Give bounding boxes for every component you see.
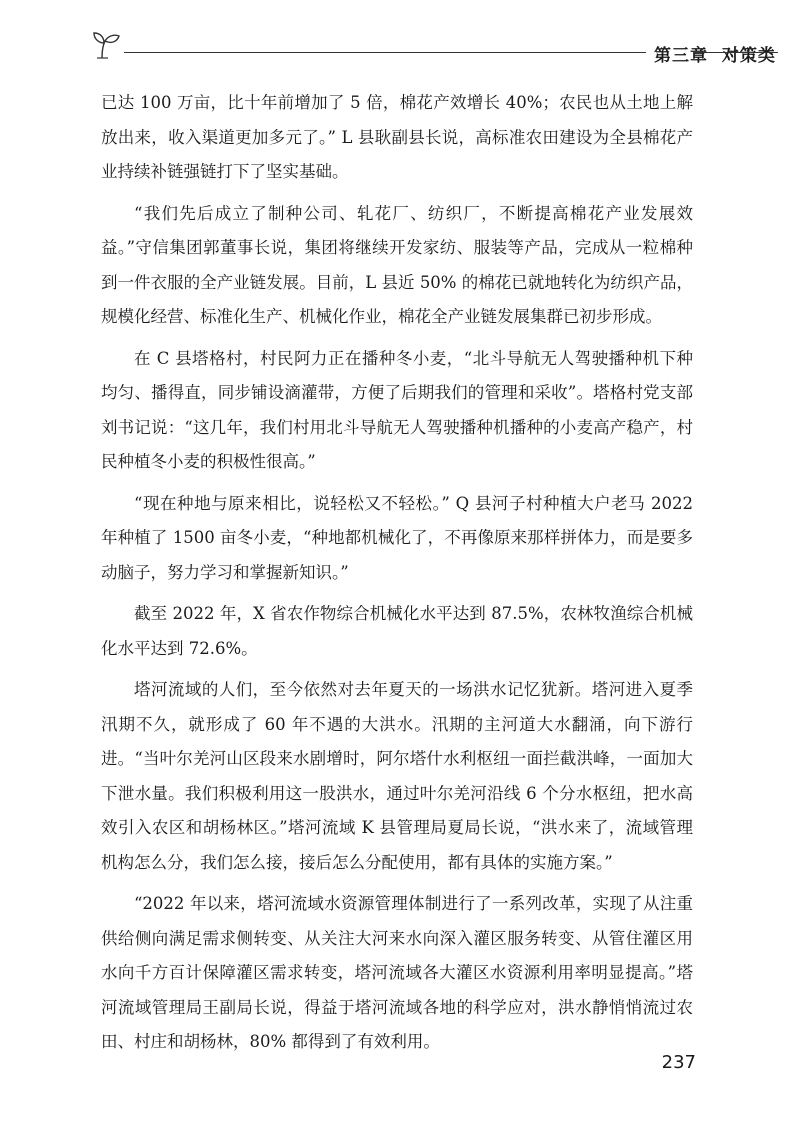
paragraph: “2022 年以来，塔河流域水资源管理体制进行了一系列改革，实现了从注重供给侧向满足需求侧转变、从关注大河来水向深入灌区服务转变、从管住灌区用水向千方百计保障灌区需求转变，塔河流域各大灌区水资源利用率明显提高。”塔河流域管理局王副局长说，得益于塔河流域各地的科学应对，洪水静悄悄流过农田、村庄和胡杨林，80% 都得到了有效利用。 (101, 894, 693, 1051)
header-rule-left (124, 52, 646, 53)
chapter-title (654, 41, 776, 66)
chapter-label: 第三章 (654, 46, 708, 66)
sprout-icon (88, 28, 128, 62)
section-label: 对策类 (721, 46, 776, 66)
body-text (101, 86, 693, 1067)
page-number: 237 (661, 1052, 696, 1073)
paragraph: 塔河流域的人们，至今依然对去年夏天的一场洪水记忆犹新。塔河进入夏季汛期不久，就形成了 60 年不遇的大洪水。汛期的主河道大水翻涌，向下游行进。“当叶尔羌河山区段来水剧增时，阿尔塔什水利枢纽一面拦截洪峰，一面加大下泄水量。我们积极利用这一股洪水，通过叶尔羌河沿线 6 个分水枢纽，把水高效引入农区和胡杨林区。”塔河流域 K 县管理局夏局长说，“洪水来了，流域管理机构怎么分，我们怎么接，接后怎么分配使用，都有具体的实施方案。” (101, 680, 693, 872)
running-header (88, 28, 778, 68)
paragraph: “我们先后成立了制种公司、轧花厂、纺织厂，不断提高棉花产业发展效益。”守信集团郭董事长说，集团将继续开发家纺、服装等产品，完成从一粒棉种到一件衣服的全产业链发展。目前，L 县近 50% 的棉花已就地转化为纺织产品，规模化经营、标准化生产、机械化作业，棉花全产业链发展集群已初步形成。 (101, 203, 693, 326)
paragraph: “现在种地与原来相比，说轻松又不轻松。” Q 县河子村种植大户老马 2022 年种植了 1500 亩冬小麦，“种地都机械化了，不再像原来那样拼体力，而是要多动脑子，努力学习和掌握新知识。” (101, 493, 693, 582)
paragraph: 截至 2022 年，X 省农作物综合机械化水平达到 87.5%，农林牧渔综合机械化水平达到 72.6%。 (101, 604, 693, 658)
header-rule-right (694, 52, 778, 53)
paragraph: 已达 100 万亩，比十年前增加了 5 倍，棉花产效增长 40%；农民也从土地上解放出来，收入渠道更加多元了。” L 县耿副县长说，高标准农田建设为全县棉花产业持续补链强链打下了坚实基础。 (101, 93, 693, 181)
paragraph: 在 C 县塔格村，村民阿力正在播种冬小麦，“北斗导航无人驾驶播种机下种均匀、播得直，同步铺设滴灌带，方便了后期我们的管理和采收”。塔格村党支部刘书记说：“这几年，我们村用北斗导航无人驾驶播种机播种的小麦高产稳产，村民种植冬小麦的积极性很高。” (101, 348, 693, 471)
